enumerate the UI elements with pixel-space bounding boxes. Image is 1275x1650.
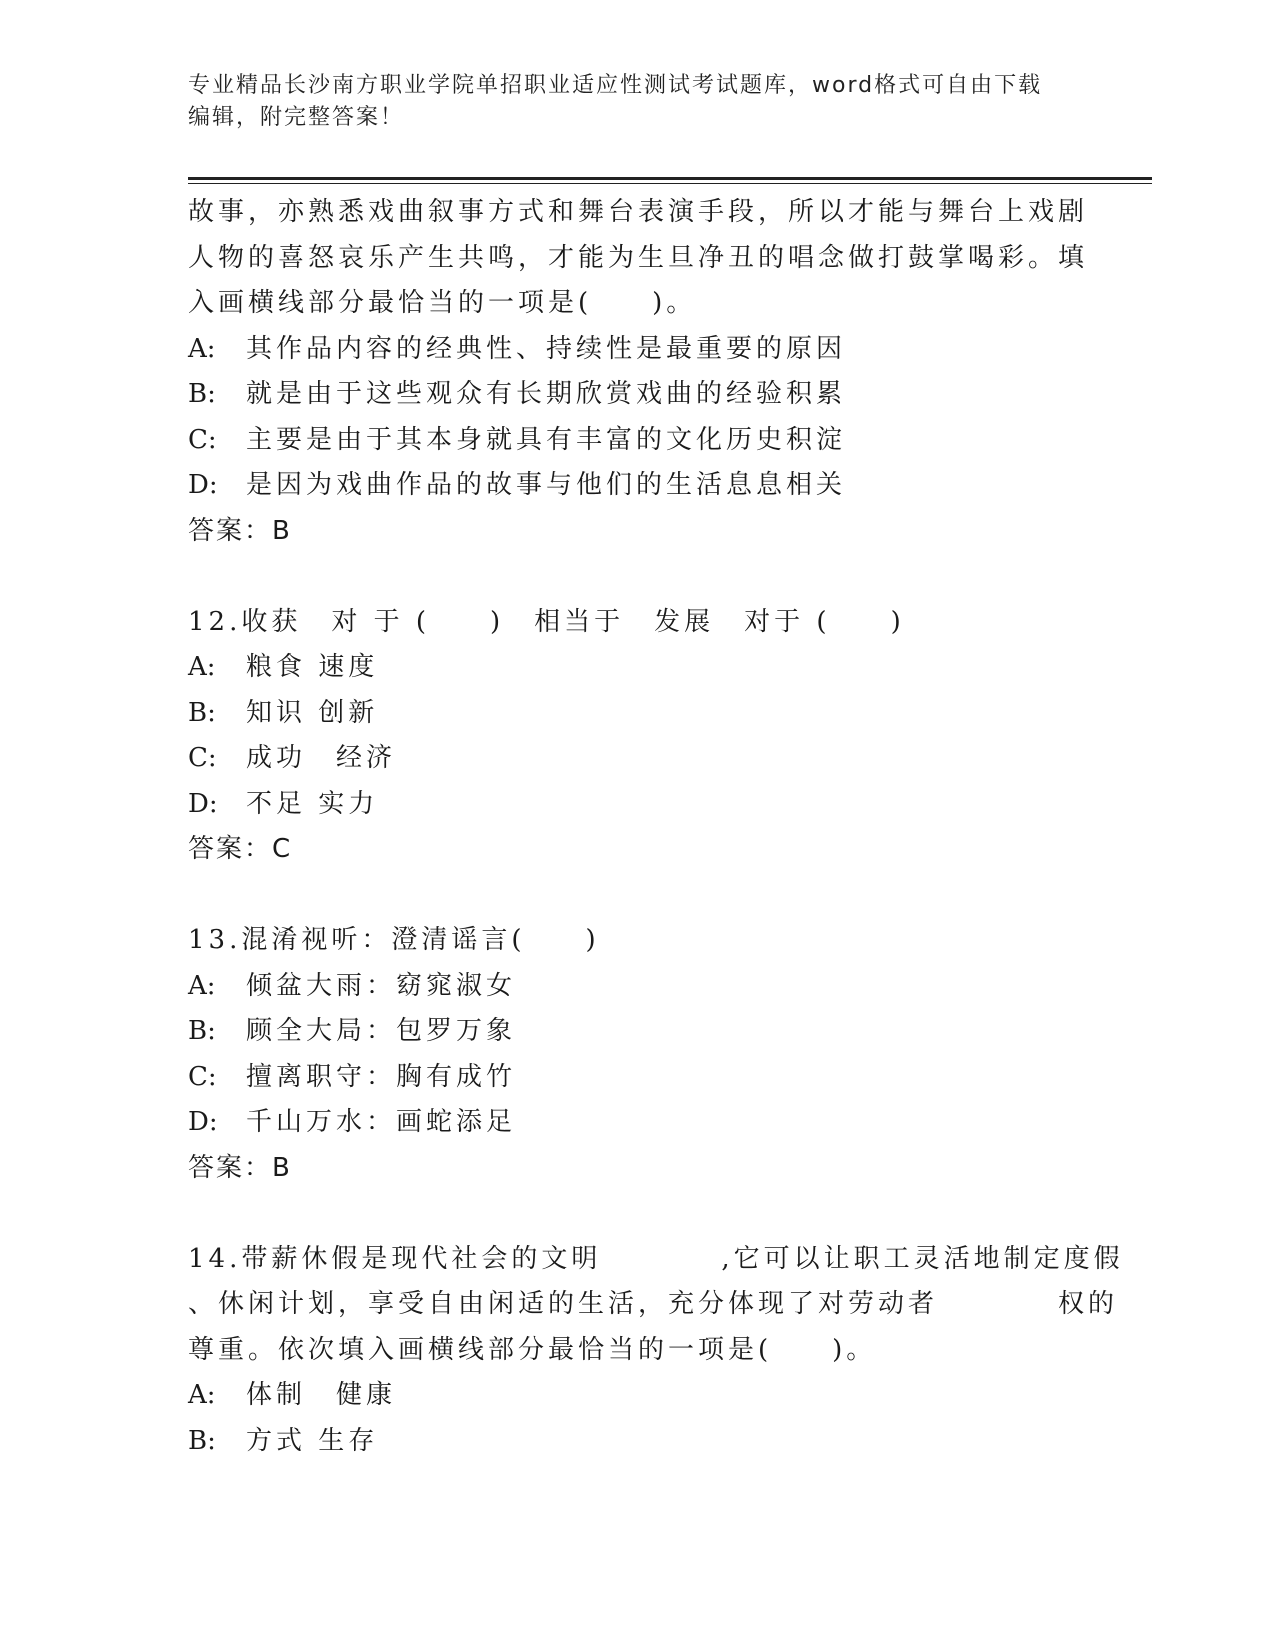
option-letter: A: <box>188 970 216 1001</box>
question-14-option-a <box>188 1373 1088 1419</box>
question-11-line-2: 人物的喜怒哀乐产生共鸣，才能为生旦净丑的唱念做打鼓掌喝彩。填 <box>188 242 1089 273</box>
question-13-option-d <box>188 1100 1088 1146</box>
option-letter: D: <box>188 788 218 819</box>
question-12-option-d <box>188 782 1088 828</box>
option-text: 方式 生存 <box>246 1425 379 1456</box>
question-11-option-a <box>188 327 1088 373</box>
option-letter: A: <box>188 333 216 364</box>
option-letter: B: <box>188 379 216 409</box>
option-letter: B: <box>188 1016 216 1046</box>
option-text: 知识 创新 <box>246 697 379 728</box>
option-text: 主要是由于其本身就具有丰富的文化历史积淀 <box>246 424 847 455</box>
question-13 <box>188 918 1088 1191</box>
question-13-option-b <box>188 1009 1088 1055</box>
option-text: 成功 经济 <box>246 743 397 773</box>
question-12-answer: 答案：C <box>188 834 293 864</box>
question-12-option-b <box>188 691 1088 737</box>
spacer <box>188 873 1088 919</box>
option-letter: D: <box>188 470 218 500</box>
option-letter: C: <box>188 1061 217 1092</box>
option-text: 倾盆大雨：窈窕淑女 <box>246 970 517 1001</box>
option-text: 其作品内容的经典性、持续性是最重要的原因 <box>246 333 847 364</box>
header-divider-thick <box>188 177 1152 180</box>
question-12-option-a <box>188 645 1088 691</box>
question-11-answer: 答案：B <box>188 515 292 546</box>
header-line-1: 专业精品长沙南方职业学院单招职业适应性测试考试题库，word格式可自由下载 <box>188 73 1043 98</box>
question-14-option-b <box>188 1419 1088 1465</box>
option-letter: A: <box>188 1380 216 1410</box>
question-13-option-a <box>188 964 1088 1010</box>
question-11 <box>188 190 1088 554</box>
option-text: 擅离职守：胸有成竹 <box>246 1061 517 1092</box>
question-14-line-2: 、休闲计划，享受自由闲适的生活，充分体现了对劳动者 权的 <box>188 1289 1119 1319</box>
question-content <box>188 190 1124 1464</box>
header-divider-thin <box>188 183 1152 184</box>
question-11-line-1: 故事，亦熟悉戏曲叙事方式和舞台表演手段，所以才能与舞台上戏剧 <box>188 197 1089 227</box>
question-13-answer: 答案：B <box>188 1152 292 1183</box>
option-letter: A: <box>188 652 216 682</box>
question-11-line-3: 入画横线部分最恰当的一项是( )。 <box>188 288 697 318</box>
option-letter: B: <box>188 1425 216 1456</box>
option-letter: B: <box>188 697 216 728</box>
question-11-option-b <box>188 372 1088 418</box>
question-11-option-c <box>188 418 1088 464</box>
question-12-stem: 12.收获 对 于 ( ) 相当于 发展 对于 ( ) <box>188 606 905 637</box>
question-12 <box>188 600 1088 873</box>
option-letter: C: <box>188 424 217 455</box>
option-text: 粮食 速度 <box>246 652 379 682</box>
spacer <box>188 1191 1088 1237</box>
option-text: 不足 实力 <box>246 788 379 819</box>
option-letter: C: <box>188 743 217 773</box>
question-13-stem: 13.混淆视听：澄清谣言( ) <box>188 925 600 955</box>
option-text: 体制 健康 <box>246 1380 397 1410</box>
document-header <box>188 70 1088 134</box>
question-14-line-3: 尊重。依次填入画横线部分最恰当的一项是( )。 <box>188 1334 877 1365</box>
header-line-2: 编辑，附完整答案！ <box>188 105 405 130</box>
option-text: 顾全大局：包罗万象 <box>246 1016 517 1046</box>
spacer <box>188 554 1088 600</box>
option-letter: D: <box>188 1107 218 1137</box>
question-14 <box>188 1237 1124 1465</box>
option-text: 就是由于这些观众有长期欣赏戏曲的经验积累 <box>246 379 847 409</box>
option-text: 千山万水：画蛇添足 <box>246 1107 517 1137</box>
question-13-option-c <box>188 1055 1088 1101</box>
question-12-option-c <box>188 736 1088 782</box>
question-11-option-d <box>188 463 1088 509</box>
question-14-line-1: 14.带薪休假是现代社会的文明 ,它可以让职工灵活地制定度假 <box>188 1243 1124 1274</box>
option-text: 是因为戏曲作品的故事与他们的生活息息相关 <box>246 470 847 500</box>
